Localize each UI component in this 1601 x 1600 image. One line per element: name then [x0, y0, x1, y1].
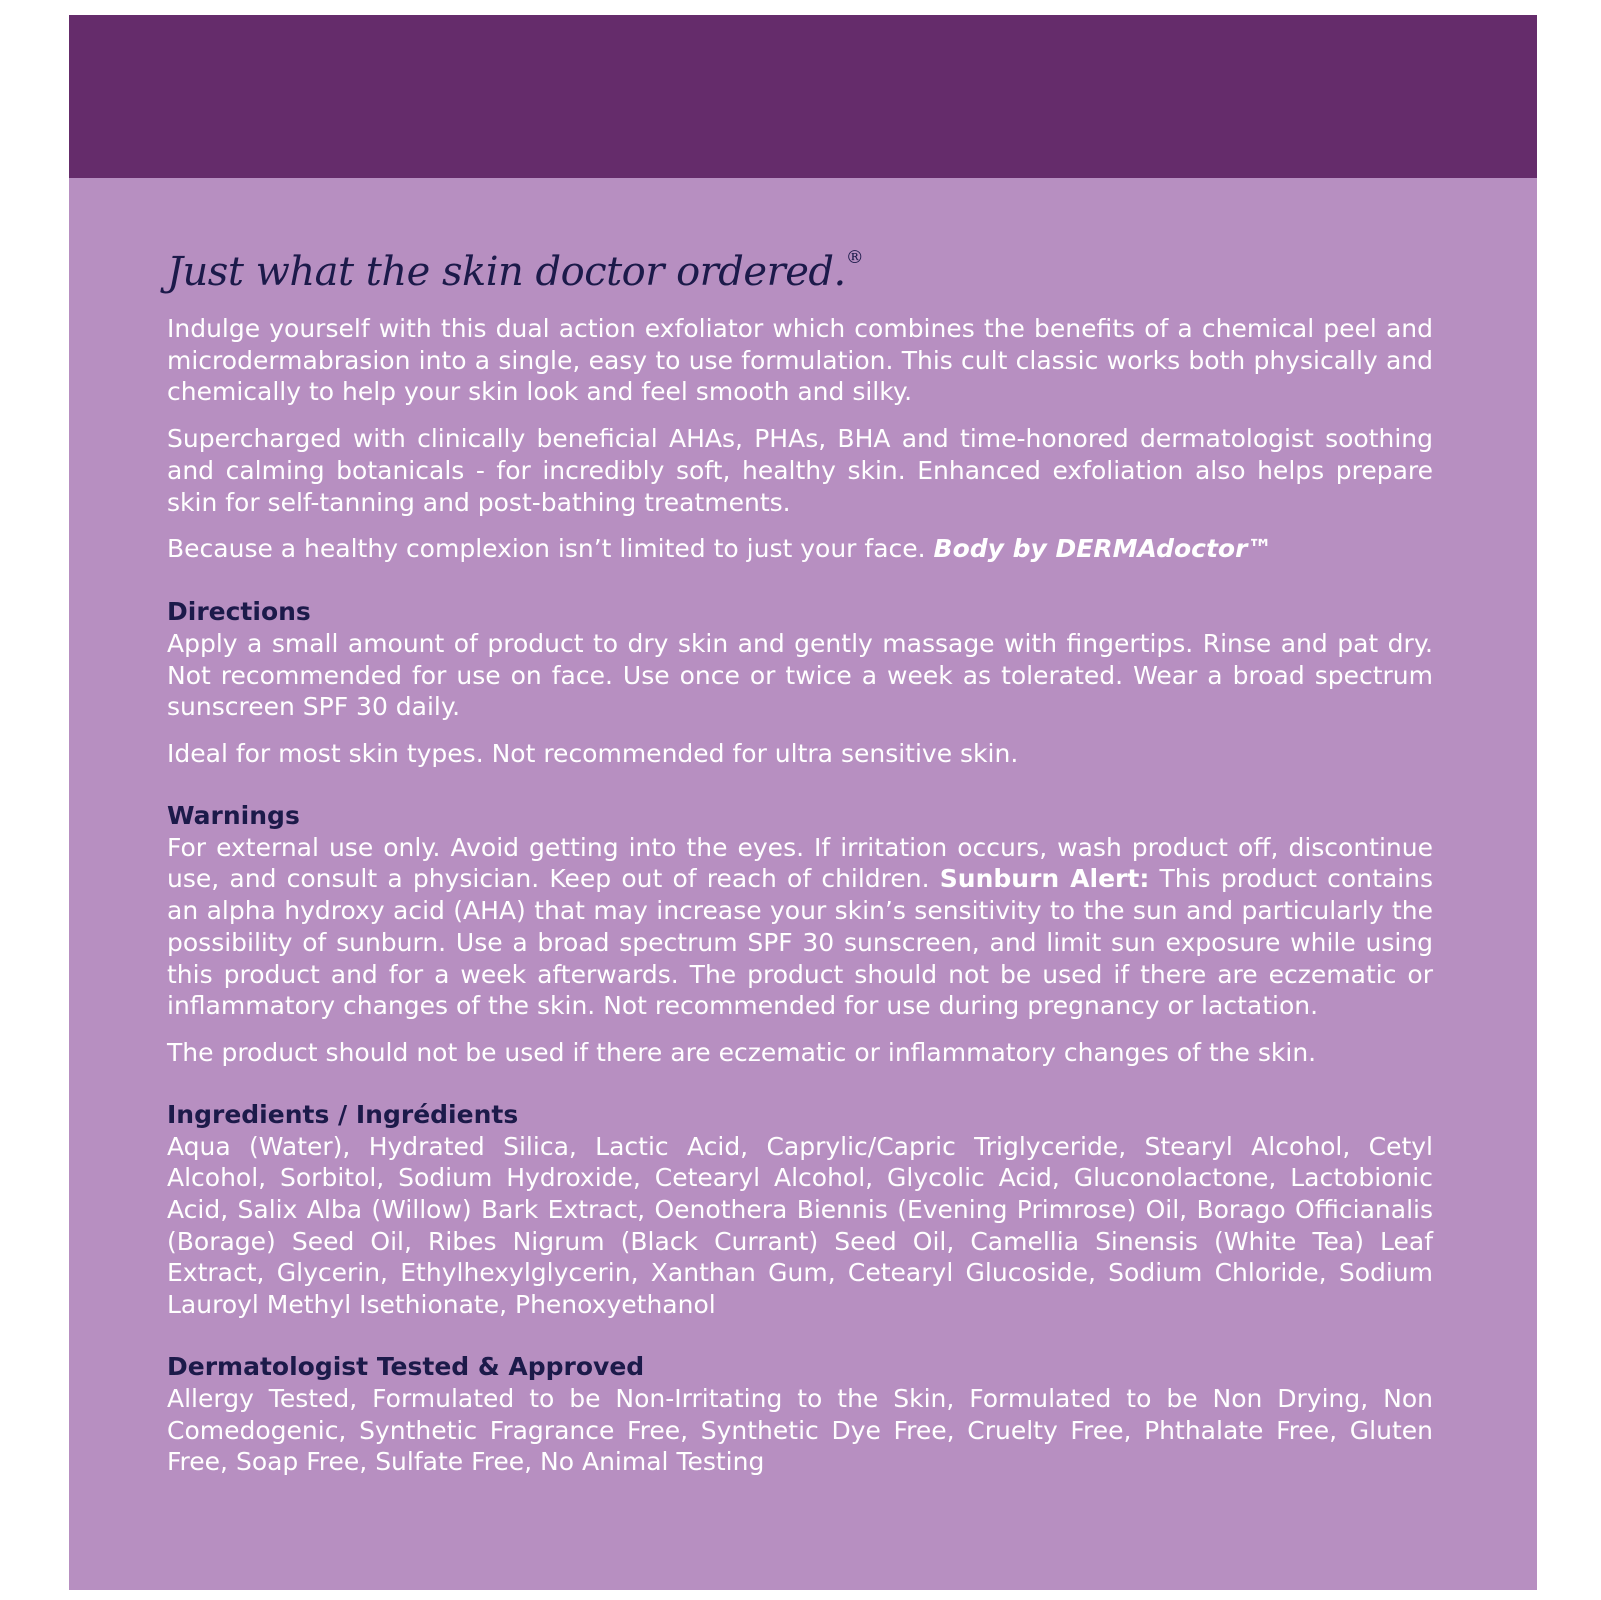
warnings-text-after: This product contains an alpha hydroxy acid (AHA) that may increase your skin’s sensitivity to the sun and particularly the possibility of sunburn. Use a broad spectrum SPF 30 sunscreen, and limit sun exposure while using this product and for a week afterwards. The product should not be used if there are eczematic or inflammatory changes of the skin. Not recommended for use during pregnancy or lactation.	[167, 864, 1434, 1021]
approved-list: Allergy Tested, Formulated to be Non-Irritating to the Skin, Formulated to be Non Drying, Non Comedogenic, Synthetic Fragrance Free, Synthetic Dye Free, Cruelty Free, Phthalate Free, Gluten Free, Soap Free, Sulfate Free, No Animal Testing	[167, 1383, 1433, 1477]
warnings-note: The product should not be used if there are eczematic or inflammatory changes of the skin.	[167, 1037, 1317, 1067]
directions-section	[167, 596, 1433, 770]
approved-section	[167, 1351, 1433, 1478]
directions-heading: Directions	[167, 596, 311, 626]
ingredients-list: Aqua (Water), Hydrated Silica, Lactic Acid, Caprylic/Capric Triglyceride, Stearyl Alcohol, Cetyl Alcohol, Sorbitol, Sodium Hydroxide, Cetearyl Alcohol, Glycolic Acid, Gluconolactone, Lactobionic Acid, Salix Alba (Willow) Bark Extract, Oenothera Biennis (Evening Primrose) Oil, Borago Officianalis (Borage) Seed Oil, Ribes Nigrum (Black Currant) Seed Oil, Camellia Sinensis (White Tea) Leaf Extract, Glycerin, Ethylhexylglycerin, Xanthan Gum, Cetearyl Glucoside, Sodium Chloride, Sodium Lauroyl Methyl Isethionate, Phenoxyethanol	[167, 1131, 1433, 1320]
tagline-text: Just what the skin doctor ordered.	[167, 249, 846, 295]
tagline	[167, 243, 1433, 301]
sunburn-alert-label: Sunburn Alert:	[939, 864, 1150, 894]
intro-paragraph-1: Indulge yourself with this dual action exfoliator which combines the benefits of a chemical peel and microdermabrasion into a single, easy to use formulation. This cult classic works both physically and chemically to help your skin look and feel smooth and silky.	[167, 314, 1433, 407]
directions-paragraph-1: Apply a small amount of product to dry skin and gently massage with fingertips. Rinse and pat dry. Not recommended for use on face. Use once or twice a week as tolerated. Wear a broad spectrum sunscreen SPF 30 daily.	[167, 628, 1433, 722]
directions-paragraph-2: Ideal for most skin types. Not recommended for ultra sensitive skin.	[167, 739, 1019, 769]
warnings-heading: Warnings	[167, 800, 300, 830]
warnings-paragraph	[167, 832, 1433, 1022]
brand-signature: Body by DERMAdoctor™	[933, 534, 1273, 564]
closing-paragraph	[167, 533, 1433, 565]
approved-heading: Dermatologist Tested & Approved	[167, 1351, 645, 1381]
content-area	[167, 243, 1433, 1493]
registered-mark: ®	[845, 247, 864, 268]
closing-text: Because a healthy complexion isn’t limited to just your face.	[167, 534, 934, 564]
intro-paragraph-2: Supercharged with clinically beneficial AHAs, PHAs, BHA and time-honored dermatologist soothing and calming botanicals - for incredibly soft, healthy skin. Enhanced exfoliation also helps prepare skin for self-tanning and post-bathing treatments.	[167, 424, 1433, 517]
ingredients-section	[167, 1099, 1433, 1321]
ingredients-heading: Ingredients / Ingrédients	[167, 1099, 519, 1129]
header-band	[69, 15, 1537, 178]
warnings-section	[167, 800, 1433, 1069]
warnings-text-before: For external use only. Avoid getting into the eyes. If irritation occurs, wash product off, discontinue use, and consult a physician. Keep out of reach of children.	[167, 832, 1433, 894]
product-info-panel	[69, 15, 1537, 1590]
